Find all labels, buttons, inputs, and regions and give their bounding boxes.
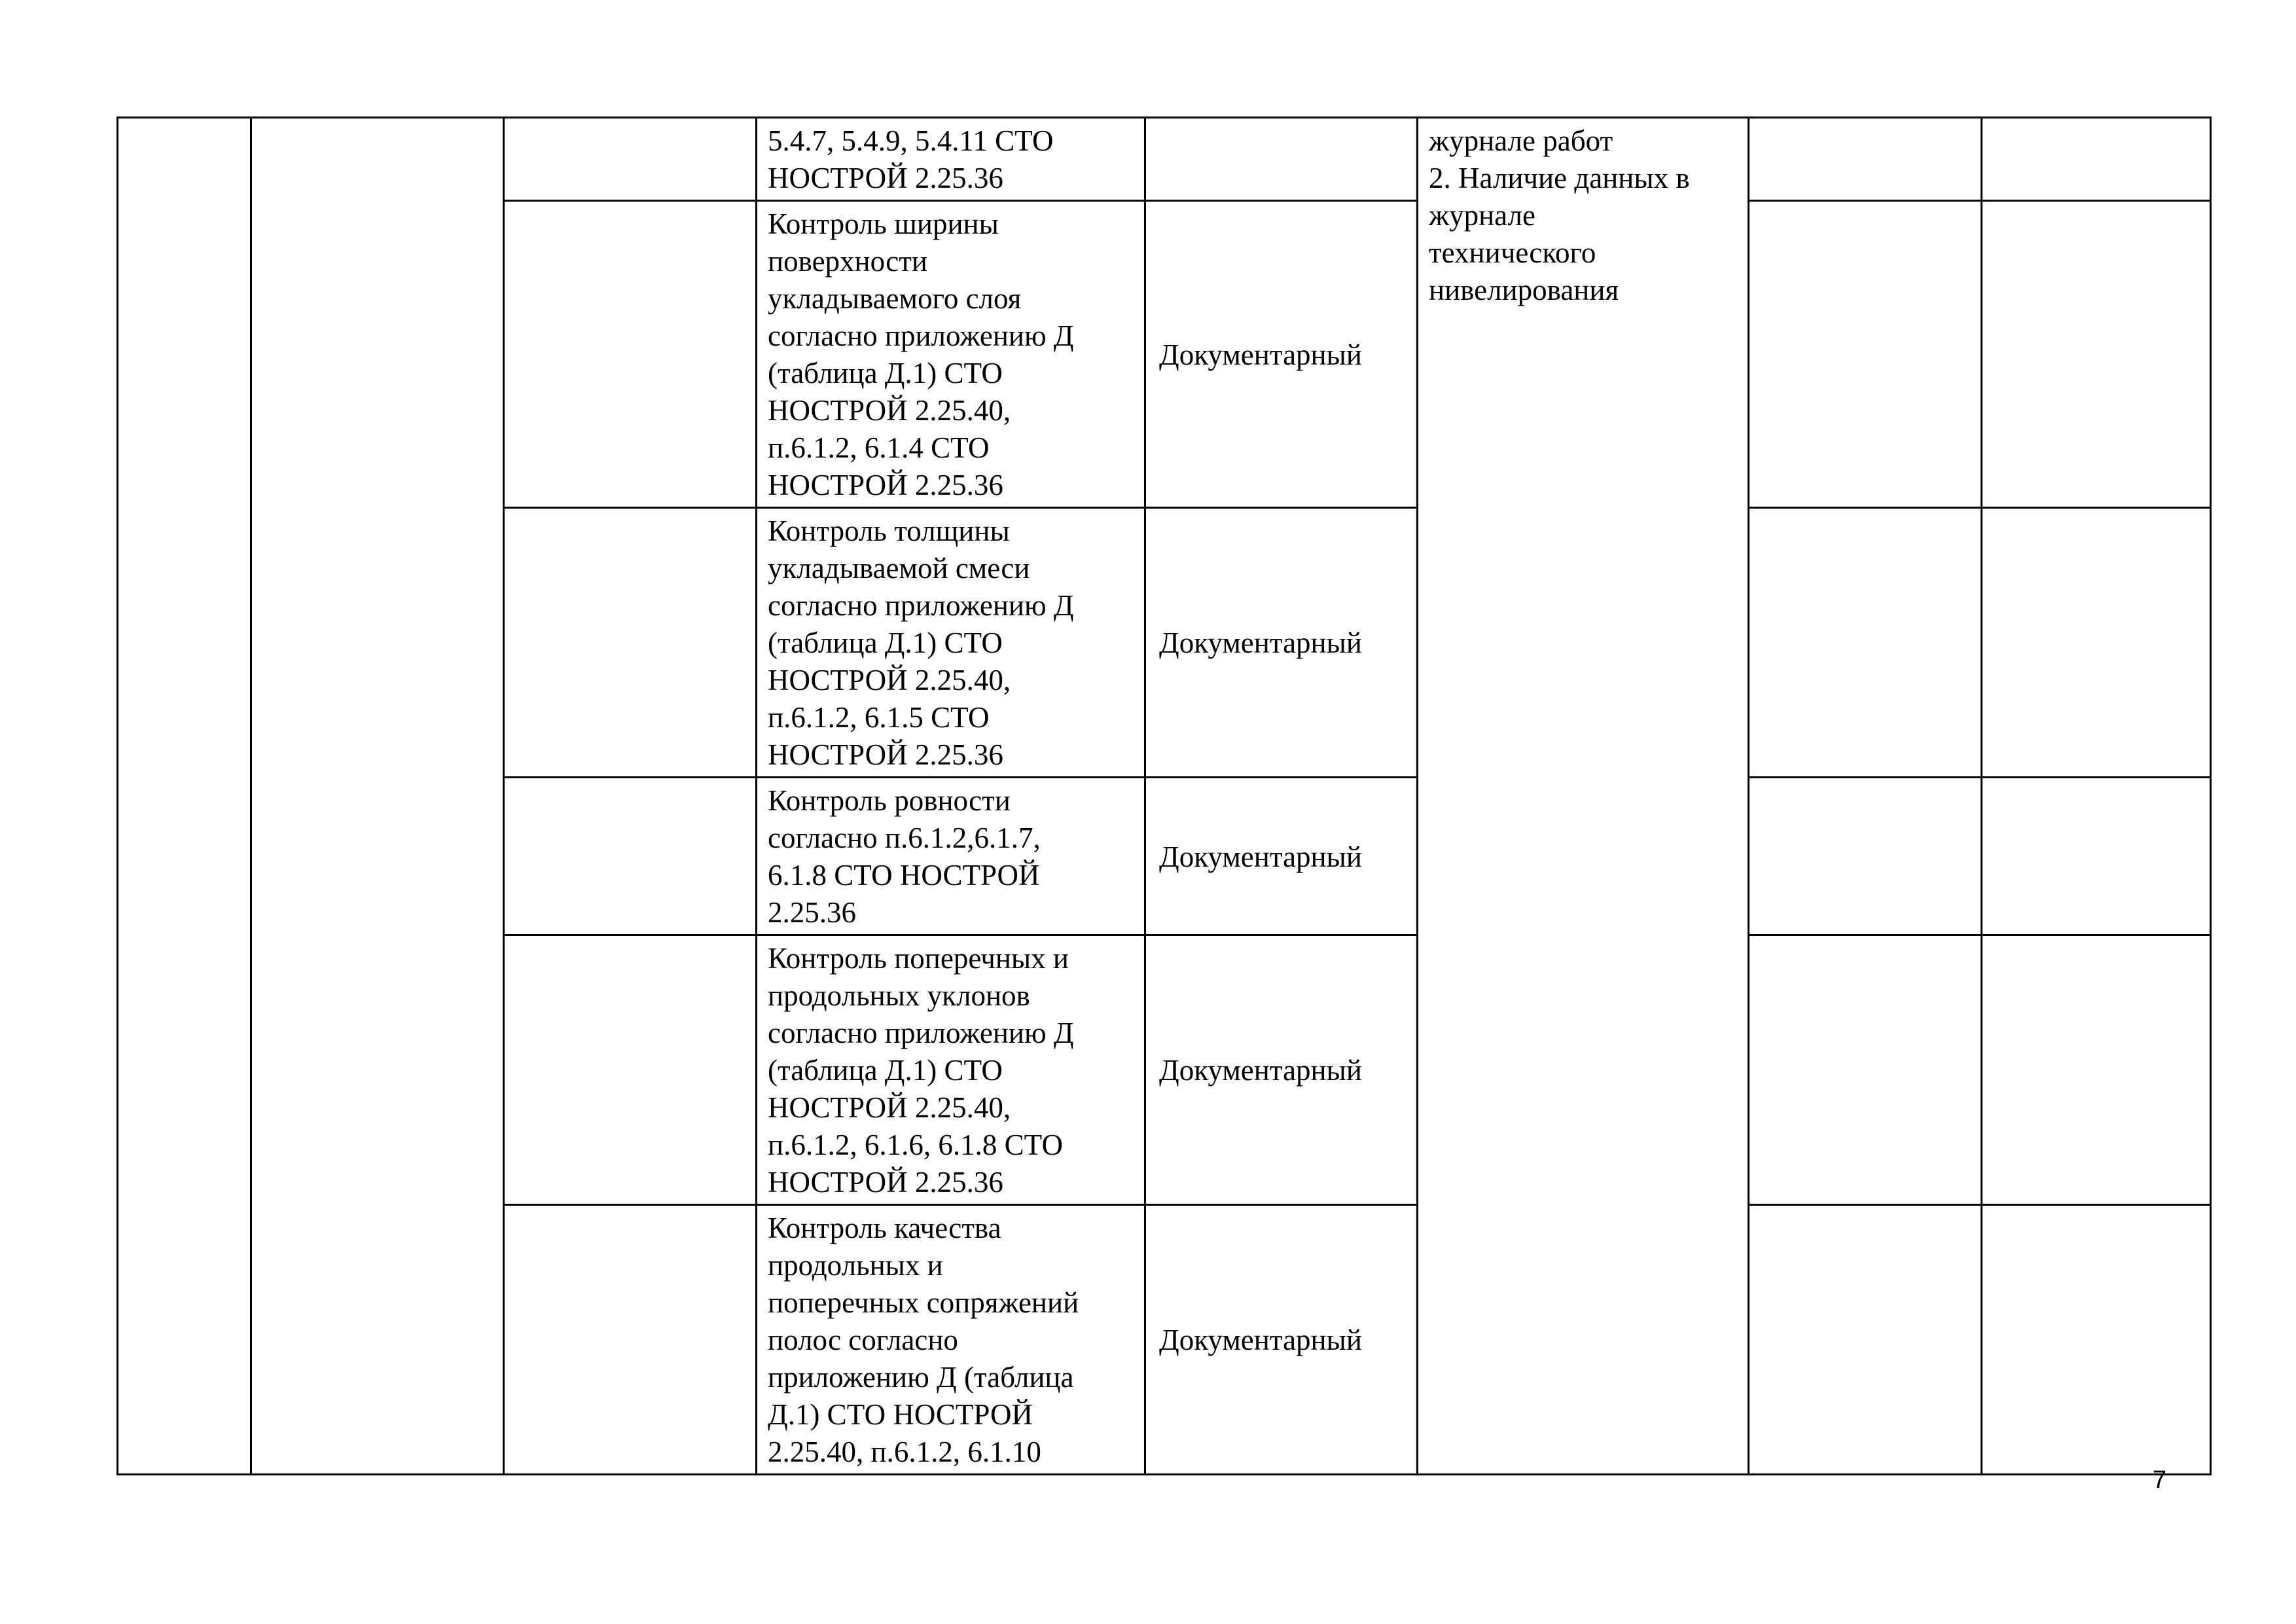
col-result-cell bbox=[1749, 201, 1982, 508]
col-object-cell bbox=[504, 508, 757, 778]
requirement-text: Контроль качества продольных и поперечных сопряжений полос согласно приложению Д (таблица Д.1) СТО НОСТРОЙ 2.25.40, п.6.1.2, 6.1.10 bbox=[768, 1212, 1079, 1468]
table-row bbox=[118, 118, 2211, 201]
col-note-cell bbox=[1982, 1205, 2211, 1475]
col-stage-cell bbox=[251, 118, 504, 1475]
requirement-text: Контроль поперечных и продольных уклонов согласно приложению Д (таблица Д.1) СТО НОСТРОЙ 2.25.40, п.6.1.2, 6.1.6, 6.1.8 СТО НОСТРОЙ 2.25.36 bbox=[768, 942, 1074, 1199]
col-note-cell bbox=[1982, 778, 2211, 935]
requirement-cell bbox=[757, 778, 1145, 935]
col-result-cell bbox=[1749, 118, 1982, 201]
method-text: Документарный bbox=[1159, 626, 1362, 659]
method-cell bbox=[1145, 1205, 1418, 1475]
inspection-table bbox=[117, 117, 2212, 1475]
requirement-cell bbox=[757, 1205, 1145, 1475]
col-note-cell bbox=[1982, 935, 2211, 1205]
page-number: 7 bbox=[2152, 1466, 2166, 1494]
requirement-text: 5.4.7, 5.4.9, 5.4.11 СТО НОСТРОЙ 2.25.36 bbox=[768, 124, 1054, 194]
col-object-cell bbox=[504, 778, 757, 935]
col-object-cell bbox=[504, 118, 757, 201]
col-object-cell bbox=[504, 201, 757, 508]
col-note-cell bbox=[1982, 201, 2211, 508]
col-result-cell bbox=[1749, 508, 1982, 778]
method-cell bbox=[1145, 118, 1418, 201]
requirement-cell bbox=[757, 118, 1145, 201]
method-text: Документарный bbox=[1159, 840, 1362, 873]
col-result-cell bbox=[1749, 935, 1982, 1205]
requirement-cell bbox=[757, 935, 1145, 1205]
method-text: Документарный bbox=[1159, 1324, 1362, 1356]
col-object-cell bbox=[504, 1205, 757, 1475]
confirmation-text: журнале работ 2. Наличие данных в журнале технического нивелирования bbox=[1429, 124, 1690, 306]
method-cell bbox=[1145, 935, 1418, 1205]
confirmation-cell bbox=[1418, 118, 1749, 1475]
method-cell bbox=[1145, 201, 1418, 508]
requirement-text: Контроль ширины поверхности укладываемого слоя согласно приложению Д (таблица Д.1) СТО НОСТРОЙ 2.25.40, п.6.1.2, 6.1.4 СТО НОСТРОЙ 2.25.36 bbox=[768, 208, 1074, 501]
method-text: Документарный bbox=[1159, 338, 1362, 371]
requirement-text: Контроль толщины укладываемой смеси согласно приложению Д (таблица Д.1) СТО НОСТРОЙ 2.25.40, п.6.1.2, 6.1.5 СТО НОСТРОЙ 2.25.36 bbox=[768, 514, 1074, 771]
method-cell bbox=[1145, 778, 1418, 935]
requirement-text: Контроль ровности согласно п.6.1.2,6.1.7, 6.1.8 СТО НОСТРОЙ 2.25.36 bbox=[768, 784, 1041, 929]
col-result-cell bbox=[1749, 778, 1982, 935]
col-result-cell bbox=[1749, 1205, 1982, 1475]
method-cell bbox=[1145, 508, 1418, 778]
col-note-cell bbox=[1982, 508, 2211, 778]
col-note-cell bbox=[1982, 118, 2211, 201]
requirement-cell bbox=[757, 201, 1145, 508]
col-number-cell bbox=[118, 118, 251, 1475]
requirement-cell bbox=[757, 508, 1145, 778]
col-object-cell bbox=[504, 935, 757, 1205]
method-text: Документарный bbox=[1159, 1054, 1362, 1087]
